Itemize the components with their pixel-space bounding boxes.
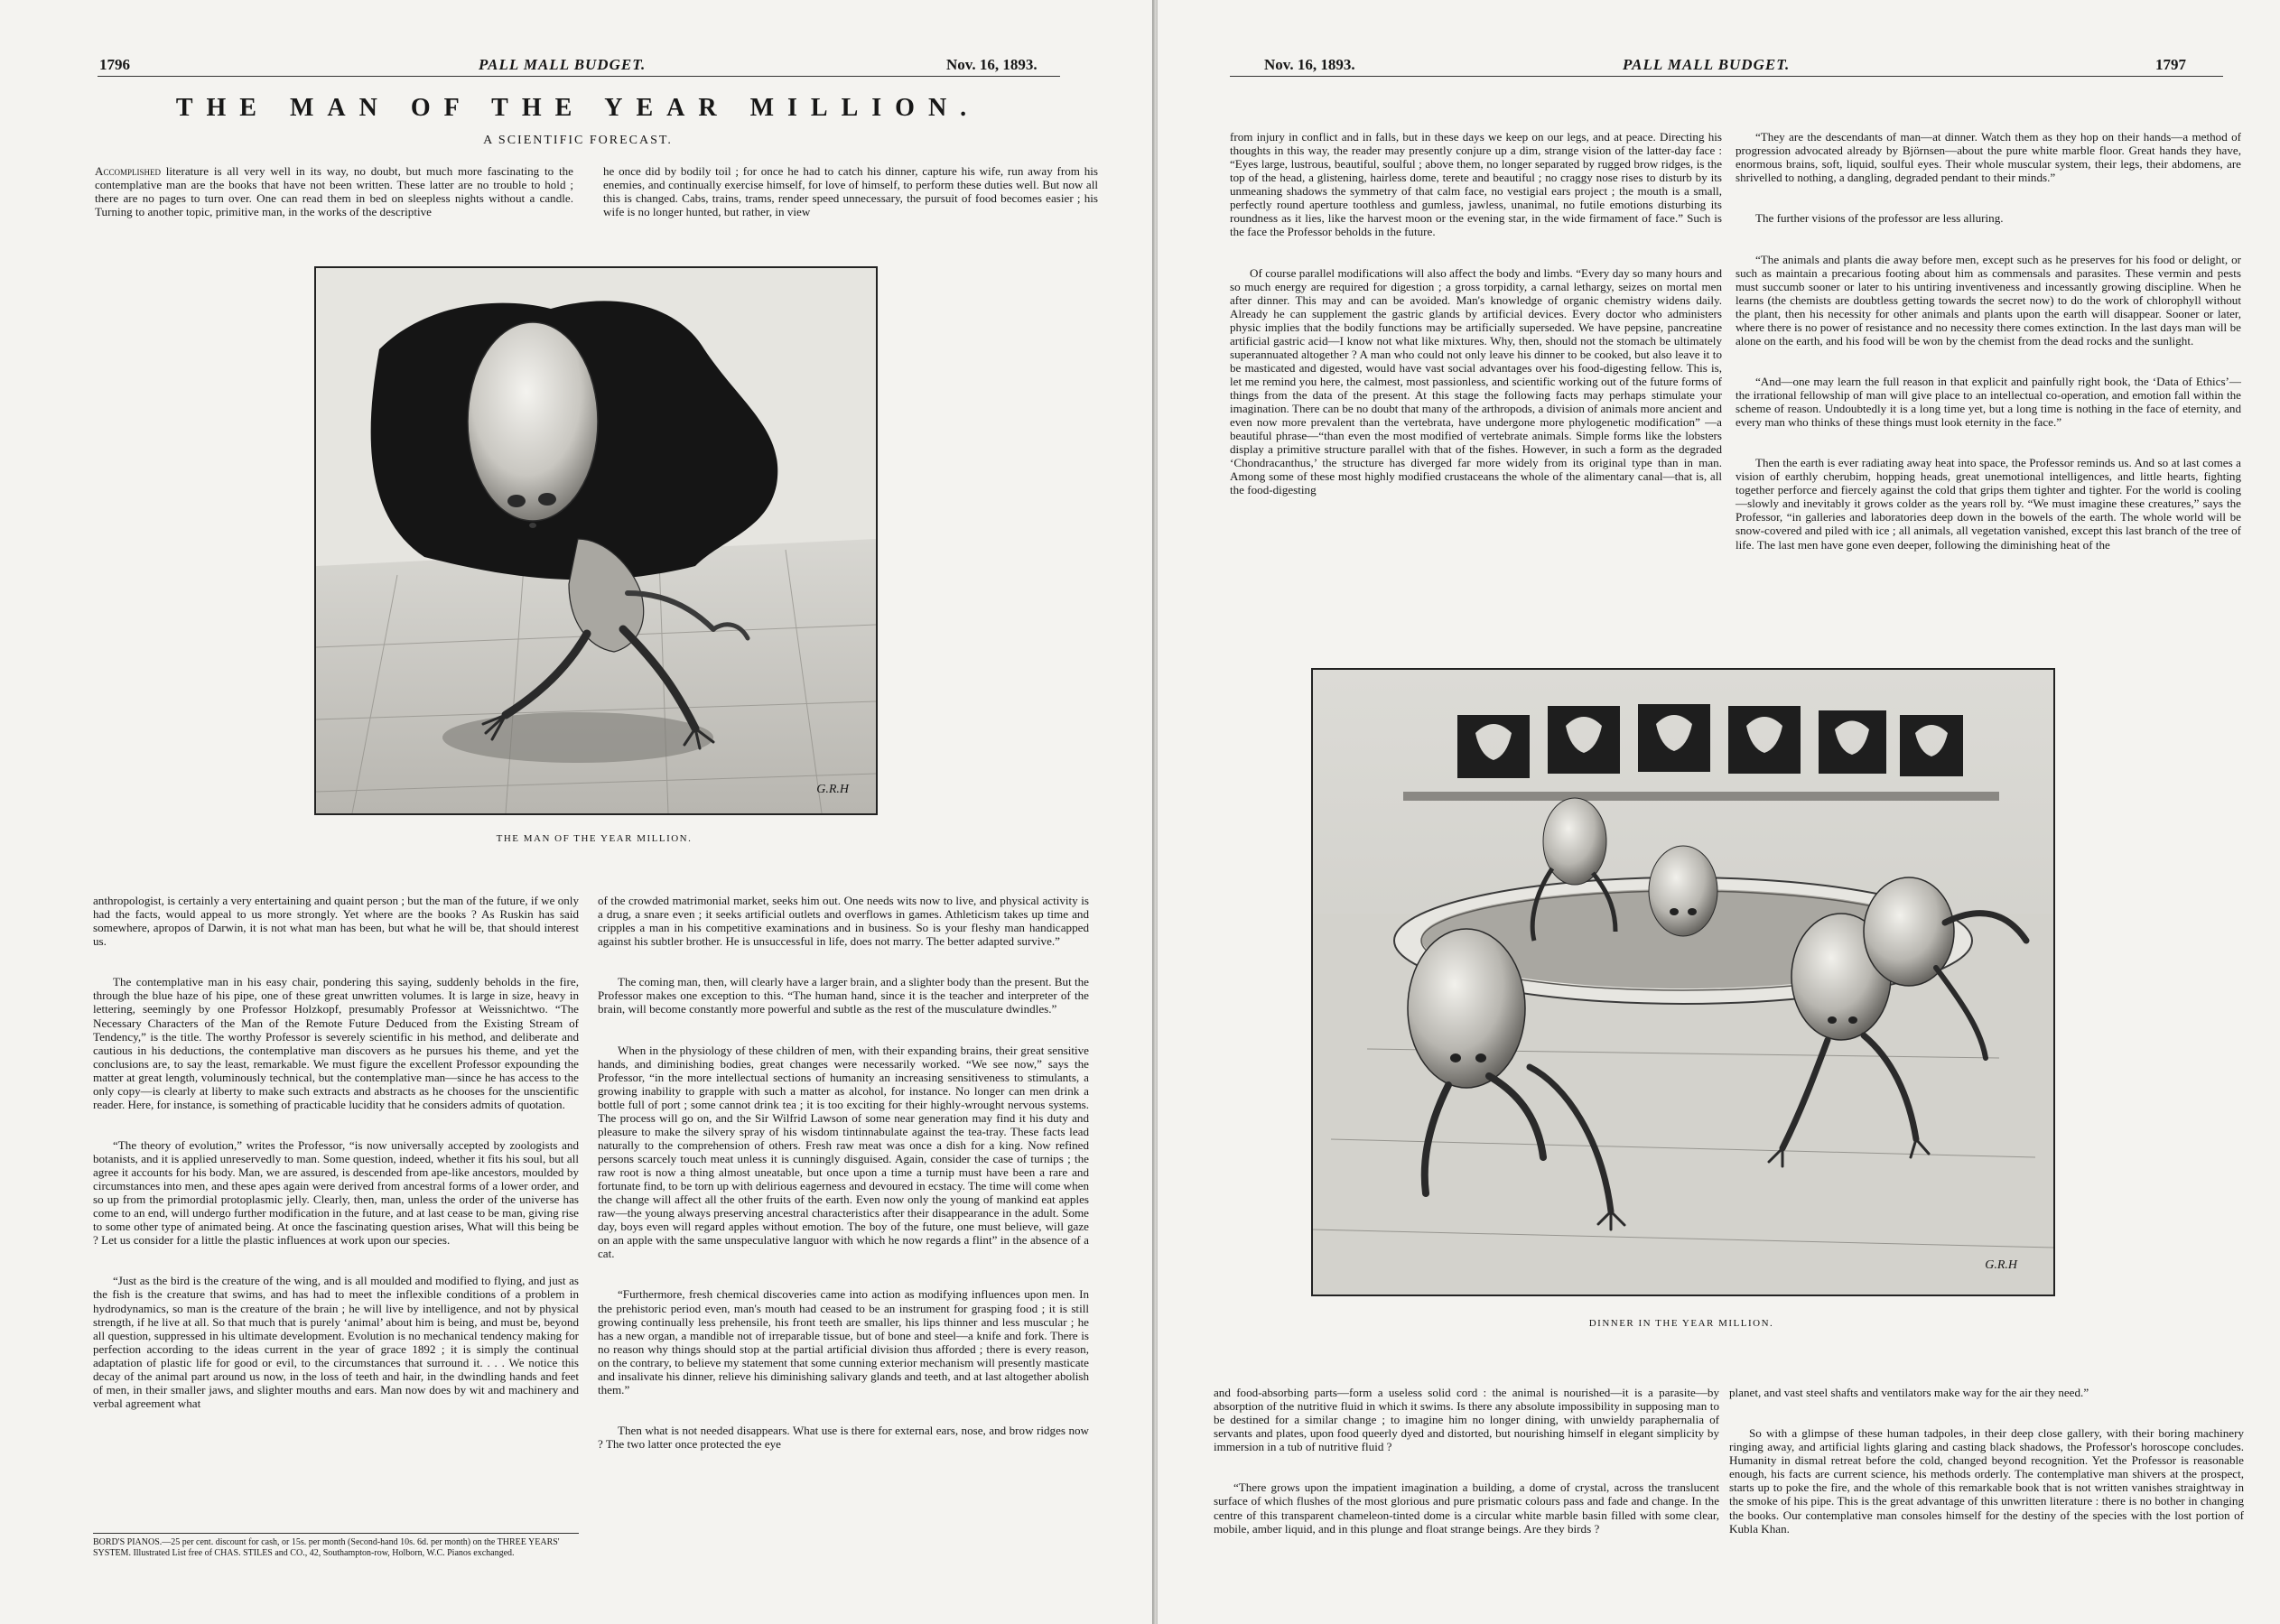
drop-lead: Accomplished	[95, 164, 161, 178]
paragraph: planet, and vast steel shafts and ventilators make way for the air they need.”	[1729, 1386, 2089, 1400]
paragraph: “Just as the bird is the creature of the wing, and is all moulded and modified to flying, and just as the fish is the creature that swims, and has had to meet the inflexible conditions of a problem in hydrodynamics, so man is the creature of the brain ; he will live by intelligence, and not by physical strength, if he live at all. So that much that is purely ‘animal’ about him is being, and must be, beyond all question, suppressed in his ultimate development. Evolution is no mechanical tendency making for perfection according to the ideas current in the year of grace 1892 ; it is simply the continual adaptation of plastic life for good or evil, to the circumstances that surround it. . . . We notice this decay of the animal part around us now, in the loss of teeth and hair, in the dwindling hands and feet of men, in their smaller jaws, and slighter mouths and ears. Man now does by wit and machinery and verbal agreement what	[93, 1274, 582, 1410]
paragraph: and food-absorbing parts—form a useless solid cord : the animal is nourished—it is a parasite—by absorption of the nutritive fluid in which it swims. Is there any absolute impossibility in supposing man to be destined for a similar change ; to imagine him no longer dining, with unwieldy paraphernalia of servants and plates, upon food queerly dyed and distorted, but nourishing himself in elegant simplicity by immersion in a tub of nutritive fluid ?	[1214, 1386, 1723, 1454]
lower-column-right	[1729, 1359, 2247, 1571]
page-number: 1796	[99, 56, 130, 73]
running-title: PALL MALL BUDGET.	[1623, 56, 1791, 73]
intro-text-left: literature is all very well in its way, no doubt, but much more fascinating to the contemplative man are the books that have not been written. These latter are no trouble to hold ; there are no pages to turn over. One can read them in bed on sleepless nights without a candle. Turning to another topic, primitive man, in the works of the descriptive	[95, 164, 577, 219]
illustration-signature: G.R.H	[816, 783, 849, 796]
paragraph: Then what is not needed disappears. What use is there for external ears, nose, and brow ridges now ? The two latter once protected the eye	[598, 1423, 1093, 1451]
upper-column-left	[1230, 103, 1726, 631]
lower-column-left	[1214, 1359, 1723, 1571]
illustration-dinner-in-year-million	[1311, 668, 2055, 1296]
illustration-man-of-year-million	[314, 266, 878, 815]
illustration-signature: G.R.H	[1985, 1258, 2017, 1272]
upper-column-right	[1736, 103, 2245, 631]
paragraph: Of course parallel modifications will also affect the body and limbs. “Every day so many hours and so much energy are required for digestion ; a gross torpidity, a carnal lethargy, seizes on mortal men after dinner. This may and can be avoided. Man's knowledge of organic chemistry widens daily. Already he can supplement the gastric glands by artificial devices. Every doctor who administers physic implies that the bodily functions may be artificially superseded. We have pepsine, pancreatine artificial gastric acid—I know not what like mixtures. Why, then, should not the stomach be ultimately superannuated altogether ? A man who could not only leave his dinner to be cooked, but also leave it to be masticated and digested, would have vast social advantages over his food-digesting fellow. This is, let me remind you here, the calmest, most passionless, and scientific working out of the future forms of things from the data of the present. At this stage the following facts may perhaps stimulate your imagination. There can be no doubt that many of the arthropods, a division of animals more ancient and even now more prevalent than the vertebrata, have undergone more phylogenetic modification” —a beautiful phrase—“than even the most modified of vertebrate animals. Simple forms like the lobsters display a primitive structure parallel with that of the fishes. However, in such a form as the degraded ‘Chondracanthus,’ the structure has diverged far more widely from its original type than in man. Among some of these most highly modified crustaceans the whole of the alimentary canal—that is, all the food-digesting	[1230, 265, 1726, 497]
dinner-scene-drawing	[1313, 670, 2053, 1295]
big-headed-creature-drawing	[316, 268, 876, 813]
intro-column-right: he once did by bodily toil ; for once he had to catch his dinner, capture his wife, run away from his enemies, and continually exercise himself, for love of himself, to perform these duties well. But now all this is changed. Cabs, trains, trams, render speed unnecessary, the pursuit of food becomes easier ; his wife is no longer hunted, but rather, in view	[603, 164, 1102, 219]
paragraph: The coming man, then, will clearly have a larger brain, and a slighter body than the present. But the Professor makes one exception to this. “The human hand, since it is the teacher and interpreter of the brain, will become constantly more powerful and subtle as the rest of the musculature dwindles.”	[598, 975, 1093, 1016]
paragraph: of the crowded matrimonial market, seeks him out. One needs wits now to live, and physical activity is a drug, a snare even ; it seeks artificial outlets and overflows in games. Athleticism takes up time and cripples a man in his competitive examinations and in business. So is your fleshy man handicapped against his subtler brother. He is unsuccessful in life, does not marry. The better adapted survive.”	[598, 894, 1093, 949]
paragraph: “And—one may learn the full reason in that explicit and painfully right book, the ‘Data of Ethics’—the irrational fellowship of man will give place to an intellectual co-operation, and emotion fall within the scheme of reason. Undoubtedly it is a long time yet, but a long time is nothing in the face of eternity, and every man who thinks of these things must look eternity in the face.”	[1736, 374, 2245, 430]
paragraph: “The theory of evolution,” writes the Professor, “is now universally accepted by zoologists and botanists, and it is applied unreservedly to man. Some question, indeed, whether it fits his soul, but all agree it accounts for his body. Man, we are assured, is descended from ape-like ancestors, moulded by circumstances into men, and these apes again were derived from ancestral forms of a lower order, and so up from the primordial protoplasmic jelly. Clearly, then, man, unless the order of the universe has come to an end, will undergo further modification in the future, and at last cease to be man, giving rise to some other type of animated being. At once the fascinating question arises, What will this being be ? Let us consider for a little the plastic influences at work upon our species.	[93, 1137, 582, 1248]
article-subtitle: A SCIENTIFIC FORECAST.	[483, 134, 673, 147]
paragraph: anthropologist, is certainly a very entertaining and quaint person ; but the man of the future, if we only had the facts, would appeal to us more strongly. Yet where are the books ? As Ruskin has said somewhere, apropos of Darwin, it is not what man has been, but what he will be, that should interest us.	[93, 894, 582, 949]
paragraph: “They are the descendants of man—at dinner. Watch them as they hop on their hands—a method of progression advocated already by Björnsen—about the pure white marble floor. Great hands they have, enormous brains, soft, liquid, soulful eyes. Their whole muscular system, their legs, their abdomens, are shrivelled to nothing, a dangling, degraded pendant to their minds.”	[1736, 130, 2245, 185]
paragraph: The further visions of the professor are less alluring.	[1755, 211, 2004, 226]
lower-column-left	[93, 867, 582, 1533]
page-number: 1797	[2155, 56, 2186, 73]
issue-date: Nov. 16, 1893.	[1264, 56, 1355, 73]
paragraph: So with a glimpse of these human tadpoles, in their deep close gallery, with their boring machinery ringing away, and artificial lights glaring and casting black shadows, the Professor's horoscope concludes. Humanity in dismal retreat before the cold, changed beyond recognition. Yet the Professor is reasonable enough, his facts are current science, his methods orderly. The contemplative man shivers at the prospect, starts up to poke the fire, and the whole of this remarkable book that is not written vanishes straightway in the smoke of his pipe. This is the great advantage of this unwritten literature : there is no bother in changing the books. Our contemplative man consoles himself for the destiny of the species with the lost portion of Kubla Khan.	[1729, 1426, 2247, 1536]
illustration-caption: DINNER IN THE YEAR MILLION.	[1588, 1318, 1774, 1329]
paragraph: “There grows upon the impatient imagination a building, a dome of crystal, across the translucent surface of which flushes of the most glorious and pure prismatic colours pass and fade and change. In the centre of this transparent chameleon-tinted dome is a circular white marble basin filled with some clear, mobile, amber liquid, and in this plunge and float strange beings. Are they birds ?	[1214, 1480, 1723, 1536]
paragraph: When in the physiology of these children of men, with their expanding brains, their great sensitive hands, and diminishing bodies, great changes were necessarily worked. “We see now,” says the Professor, “in the more intellectual sections of humanity an increasing sensitiveness to stimulants, a growing inability to grapple with such a matter as alcohol, for instance. No longer can men drink a bottle full of port ; some cannot drink tea ; it is too exciting for their highly-wrought nervous systems. The process will go on, and the Sir Wilfrid Lawson of some near generation may find it his duty and pleasure to make the silvery spray of his wisdom tintinnabulate against the tea-tray. These facts lead naturally to the comprehension of others. Fresh raw meat was once a dish for a king. Now refined persons scarcely touch meat unless it is cunningly disguised. Again, consider the case of turnips ; the raw root is now a thing almost uneatable, but once upon a time a turnip must have been a rare and fortunate find, to be torn up with delirious eagerness and devoured in ecstacy. The time will come when the change will affect all the other fruits of the earth. Even now only the young of mankind eat apples raw—the young always preserving ancestral characteristics after their disappearance in the adult. Some day, boys even will regard apples without emotion. The boy of the future, one must believe, will gaze on an apple with the same unspeculative languor with which he now regards a flint” in the absence of a cat.	[598, 1043, 1093, 1261]
running-title: PALL MALL BUDGET.	[479, 56, 647, 73]
advertisement: BORD'S PIANOS.—25 per cent. discount for cash, or 15s. per month (Second-hand 10s. 6d. per month) on the THREE YEARS' SYSTEM. Illustrated List free of CHAS. STILES and CO., 42, Southampton-row, Holborn, W.C. Pianos exchanged.	[93, 1537, 563, 1558]
paragraph: “Furthermore, fresh chemical discoveries came into action as modifying influences upon men. In the prehistoric period even, man's mouth had ceased to be an instrument for grasping food ; it is still growing continually less prehensile, his front teeth are smaller, his lips thinner and less muscular ; he has a new organ, a mandible not of irreparable tissue, but of bone and steel—a knife and fork. There is no reason why things should stop at the partial artificial division thus afforded ; there is every reason, on the contrary, to believe my statement that some cunning exterior mechanism will presently masticate and insalivate his dinner, relieve his diminishing salivary glands and teeth, and at last altogether abolish them.”	[598, 1287, 1093, 1397]
paragraph: Then the earth is ever radiating away heat into space, the Professor reminds us. And so at last comes a vision of earthly cherubim, hopping heads, great unemotional intelligences, and little hearts, fighting together perforce and fiercely against the cold that grips them tighter and tighter. For the world is cooling—slowly and inevitably it grows colder as the years roll by. “We must imagine these creatures,” says the Professor, “in galleries and laboratories deep down in the bowels of the earth. The whole world will be snow-covered and piled with ice ; all animals, all vegetation vanished, except this last branch of the tree of life. The last men have gone even deeper, following the diminishing heat of the	[1736, 456, 2245, 552]
paragraph: “The animals and plants die away before men, except such as he preserves for his food or delight, or such as maintain a precarious footing about him as commensals and parasites. These vermin and pests must succumb sooner or later to his untiring inventiveness and incessantly growing discipline. When he learns (the chemists are doubtless getting towards the secret now) to do the work of chlorophyll without the plant, then his necessity for other animals and plants upon the earth will disappear. Sooner or later, where there is no power of resistance and no necessity there comes extinction. In the last days man will be alone on the earth, and his food will be won by the chemist from the dead rocks and the sunlight.	[1736, 252, 2245, 348]
issue-date: Nov. 16, 1893.	[946, 56, 1038, 73]
paragraph: from injury in conflict and in falls, but in these days we keep on our legs, and at peace. Directing his thoughts in this way, the reader may presently conjure up a dim, strange vision of the latter-day face : “Eyes large, lustrous, beautiful, soulful ; above them, no longer separated by rugged brow ridges, is the top of the head, a glistening, hairless dome, terete and beautiful ; no craggy nose rises to disturb by its unmeaning shadows the symmetry of that calm face, no vestigial ears project ; the mouth is a small, perfectly round aperture toothless and gumless, jawless, unanimal, no futile emotions disturbing its roundness as it lies, like the harvest moon or the evening star, in the wide firmament of face.” Such is the face the Professor beholds in the future.	[1230, 130, 1726, 239]
illustration-caption: THE MAN OF THE YEAR MILLION.	[496, 833, 693, 844]
right-page	[1158, 0, 2280, 1624]
intro-column-left	[95, 164, 577, 238]
article-title: THE MAN OF THE YEAR MILLION.	[175, 94, 981, 122]
paragraph: The contemplative man in his easy chair, pondering this saying, suddenly beholds in the fire, through the blue haze of his pipe, one of these great unwritten volumes. It is large in size, heavy in lettering, seemingly by one Professor Holzkopf, presumably Professor at Weissnichtwo. “The Necessary Characters of the Man of the Remote Future Deduced from the Existing Stream of Tendency,” is the title. The worthy Professor is severely scientific in his method, and deliberate and cautious in his deductions, the contemplative man discovers as he pursues his theme, and yet the conclusions are, to say the least, remarkable. We must figure the excellent Professor expounding the matter at great length, voluminously technical, but the contemplative man—since he has access to the only copy—is clearly at liberty to make such extracts and abstracts as he chooses for the unscientific reader. Here, for instance, is something of practicable lucidity that he considers admits of quotation.	[93, 975, 582, 1111]
lower-column-right	[598, 867, 1093, 1582]
